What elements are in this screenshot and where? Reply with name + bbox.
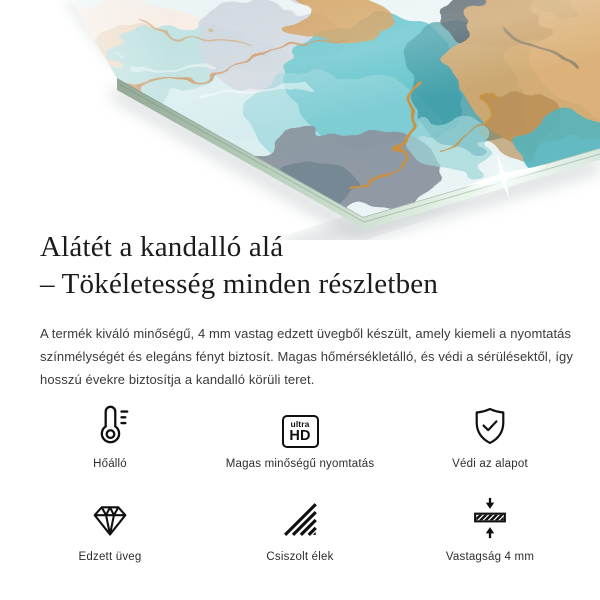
- feature-label: Csiszolt élek: [266, 551, 334, 563]
- ultra-hd-icon: [282, 415, 319, 448]
- feature-tempered-glass: [15, 494, 205, 563]
- ultra-hd-icon-text-bottom: HD: [289, 428, 311, 444]
- ultra-hd-icon-text-top: ultra: [290, 419, 310, 429]
- feature-label: Edzett üveg: [78, 551, 142, 563]
- hero-product-image: [0, 0, 600, 240]
- feature-label: Vastagság 4 mm: [445, 551, 535, 563]
- feature-thickness-4mm: [395, 494, 585, 563]
- polished-edges-icon: [276, 499, 324, 541]
- feature-label: Védi az alapot: [452, 458, 528, 470]
- feature-polished-edges: [205, 494, 395, 563]
- thickness-press-icon: [466, 495, 514, 541]
- feature-grid: [15, 401, 585, 563]
- feature-ultra-hd-print: [205, 401, 395, 470]
- section-heading: [40, 229, 580, 303]
- feature-label: Hőálló: [93, 458, 127, 470]
- diamond-icon: [86, 499, 134, 541]
- heading-line-2: – Tökéletesség minden részletben: [40, 268, 439, 300]
- feature-heat-resistant: [15, 401, 205, 470]
- glass-panel-illustration: [0, 0, 600, 240]
- feature-label: Magas minőségű nyomtatás: [225, 458, 375, 470]
- feature-protects-base: [395, 401, 585, 470]
- thermometer-icon: [86, 402, 134, 448]
- product-description: A termék kiváló minőségű, 4 mm vastag edzett üvegből készült, amely kiemeli a nyomtatás színmélységét és elegáns fényt biztosít. Magas hőmérsékletálló, és védi a sérülésektől, így hosszú évekre biztosítja a kandalló körüli teret.: [40, 326, 573, 387]
- shield-check-icon: [466, 404, 514, 448]
- heading-line-1: Alátét a kandalló alá: [40, 231, 284, 263]
